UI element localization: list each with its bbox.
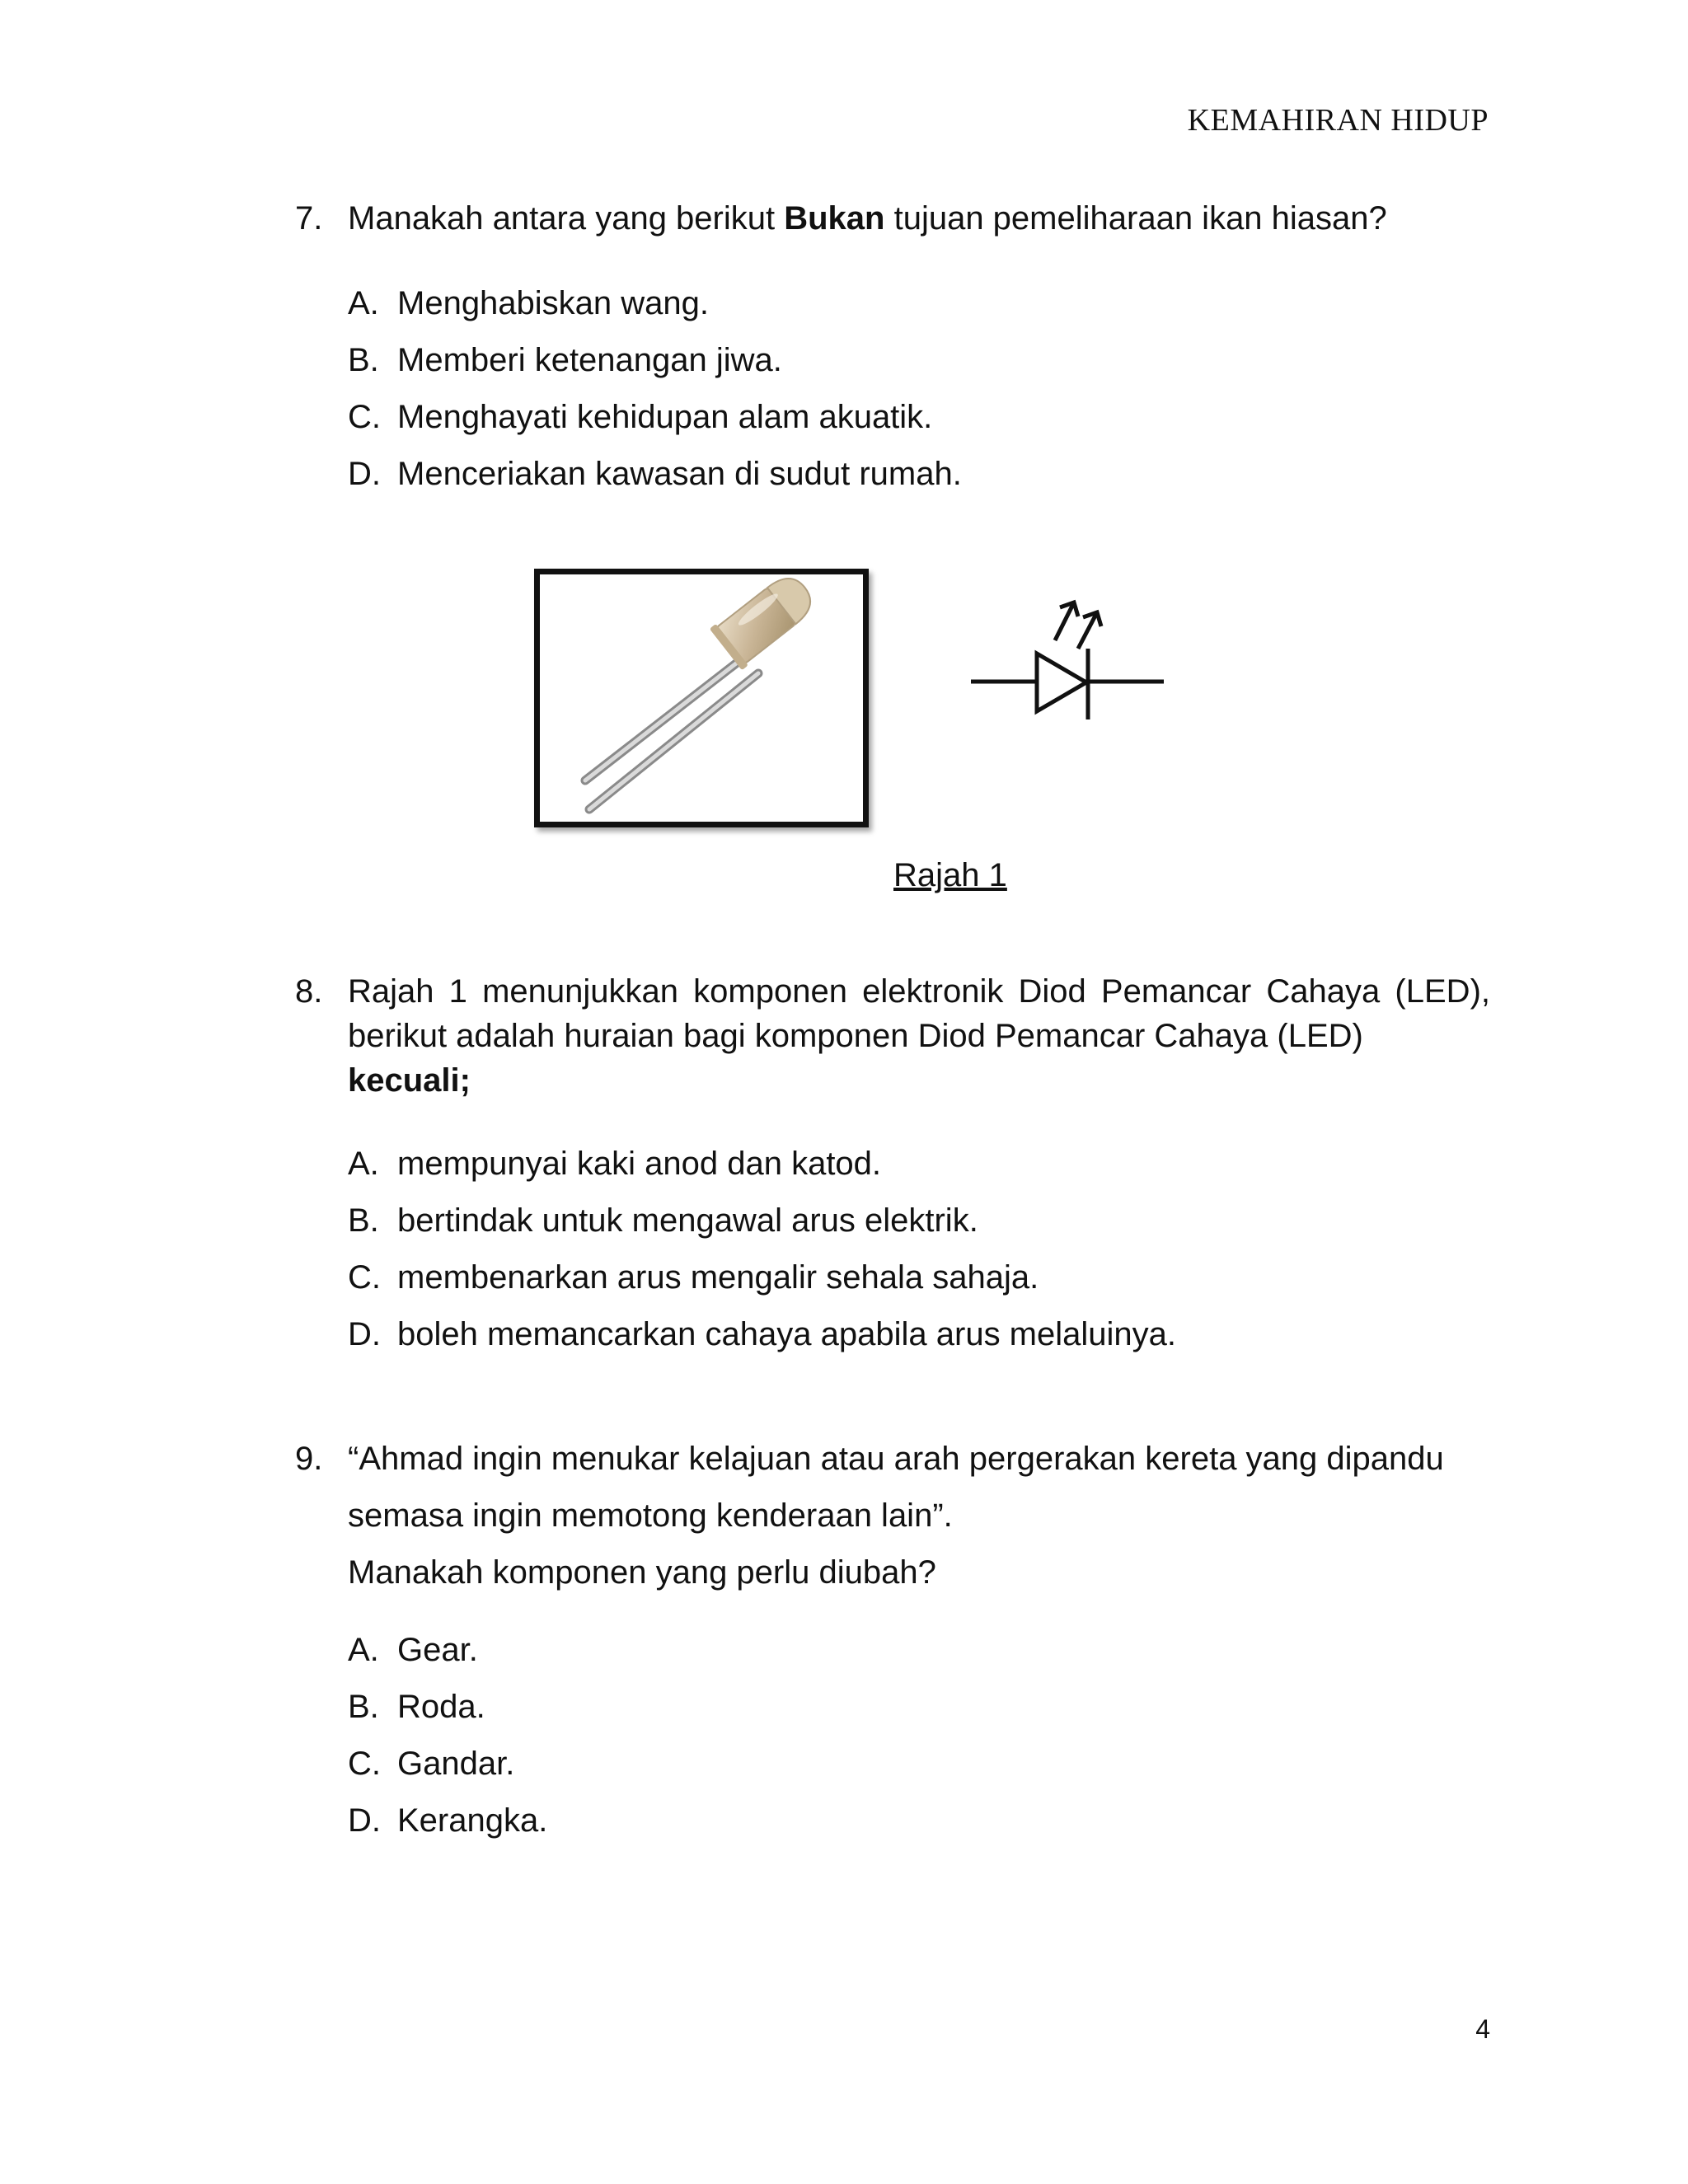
page-number: 4 — [1475, 2014, 1490, 2044]
option-text: mempunyai kaki anod dan katod. — [397, 1146, 882, 1182]
option-letter: C. — [348, 399, 381, 435]
option-letter: B. — [348, 1689, 379, 1725]
q8-option-d — [348, 1316, 1176, 1353]
q7-option-b — [348, 342, 782, 379]
option-letter: D. — [348, 1316, 381, 1352]
option-text: membenarkan arus mengalir sehala sahaja. — [397, 1259, 1039, 1296]
question-text-line-3: Manakah komponen yang perlu diubah? — [348, 1554, 936, 1591]
question-number: 8. — [295, 973, 323, 1010]
question-text-line-1: “Ahmad ingin menukar kelajuan atau arah pergerakan kereta yang dipandu — [348, 1441, 1444, 1477]
question-emphasis-text: kecuali; — [348, 1062, 471, 1099]
q9-option-b — [348, 1689, 485, 1726]
option-text: Menceriakan kawasan di sudut rumah. — [397, 456, 962, 492]
question-text-part: tujuan pemeliharaan ikan hiasan? — [884, 200, 1387, 237]
led-photo — [534, 569, 869, 827]
question-text: Rajah 1 menunjukkan komponen elektronik Diod Pemancar Cahaya (LED), berikut adalah huraian bagi komponen Diod Pemancar Cahaya (LED) — [348, 973, 1490, 1054]
led-circuit-symbol-icon — [964, 589, 1170, 729]
option-letter: D. — [348, 1802, 381, 1839]
led-symbol — [964, 589, 1170, 733]
question-text — [348, 196, 1490, 241]
option-text: bertindak untuk mengawal arus elektrik. — [397, 1202, 978, 1239]
figure-caption: Rajah 1 — [893, 857, 1007, 893]
option-letter: B. — [348, 342, 379, 378]
question-emphasis — [348, 1058, 1490, 1103]
option-text: Menghayati kehidupan alam akuatik. — [397, 399, 933, 435]
led-image-icon — [540, 574, 863, 822]
option-letter: A. — [348, 1632, 379, 1668]
option-letter: C. — [348, 1259, 381, 1296]
question-8 — [295, 969, 1490, 1103]
option-text: Menghabiskan wang. — [397, 285, 710, 321]
q9-option-d — [348, 1802, 547, 1840]
q9-option-a — [348, 1632, 478, 1669]
page-header: KEMAHIRAN HIDUP — [1187, 103, 1489, 138]
option-text: boleh memancarkan cahaya apabila arus melaluinya. — [397, 1316, 1176, 1352]
option-letter: C. — [348, 1746, 381, 1782]
question-emphasis: Bukan — [784, 200, 885, 237]
option-text: Gandar. — [397, 1746, 515, 1782]
q8-option-a — [348, 1146, 881, 1183]
q8-option-c — [348, 1259, 1039, 1296]
option-text: Kerangka. — [397, 1802, 548, 1839]
option-letter: B. — [348, 1202, 379, 1239]
q7-option-c — [348, 399, 932, 436]
option-letter: A. — [348, 285, 379, 321]
q7-option-a — [348, 285, 709, 322]
q7-option-d — [348, 456, 962, 493]
q8-option-b — [348, 1202, 978, 1240]
question-number: 7. — [295, 200, 323, 237]
option-text: Roda. — [397, 1689, 485, 1725]
option-text: Gear. — [397, 1632, 478, 1668]
question-7 — [295, 196, 1490, 241]
option-letter: A. — [348, 1146, 379, 1182]
question-text-line-2: semasa ingin memotong kenderaan lain”. — [348, 1497, 953, 1534]
q9-option-c — [348, 1746, 514, 1783]
question-text-part: Manakah antara yang berikut — [348, 200, 785, 237]
question-9 — [295, 1431, 1490, 1601]
option-text: Memberi ketenangan jiwa. — [397, 342, 782, 378]
option-letter: D. — [348, 456, 381, 492]
question-number: 9. — [295, 1441, 323, 1477]
